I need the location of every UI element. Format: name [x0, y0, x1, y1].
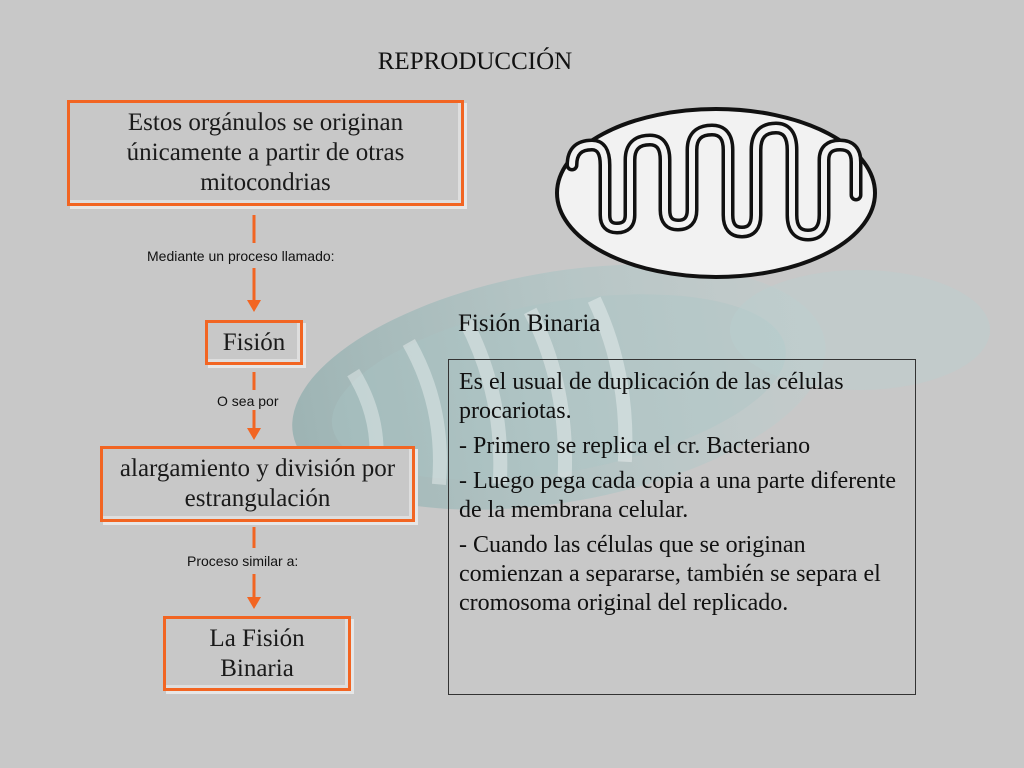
- description-panel: [448, 359, 916, 695]
- connector-label-similar: Proceso similar a:: [187, 553, 299, 569]
- origin-box: Estos orgánulos se originan únicamente a partir de otras mitocondrias: [67, 100, 464, 206]
- fision-box: Fisión: [205, 320, 303, 365]
- connector-label-mediante: Mediante un proceso llamado:: [147, 248, 335, 264]
- alargamiento-box: alargamiento y división por estrangulación: [100, 446, 415, 522]
- page-title: REPRODUCCIÓN: [377, 48, 573, 75]
- panel-paragraph-2: - Primero se replica el cr. Bacteriano: [459, 433, 811, 459]
- la-fision-box: La Fisión Binaria: [163, 616, 351, 691]
- panel-paragraph-4: - Cuando las células que se originan comienzan a separarse, también se separa el cromosoma original del replicado.: [459, 532, 881, 616]
- panel-paragraph-1: Es el usual de duplicación de las células procariotas.: [459, 369, 844, 424]
- connector-label-o-sea: O sea por: [217, 393, 279, 409]
- section-subtitle: Fisión Binaria: [458, 310, 601, 337]
- panel-paragraph-3: - Luego pega cada copia a una parte diferente de la membrana celular.: [459, 468, 897, 523]
